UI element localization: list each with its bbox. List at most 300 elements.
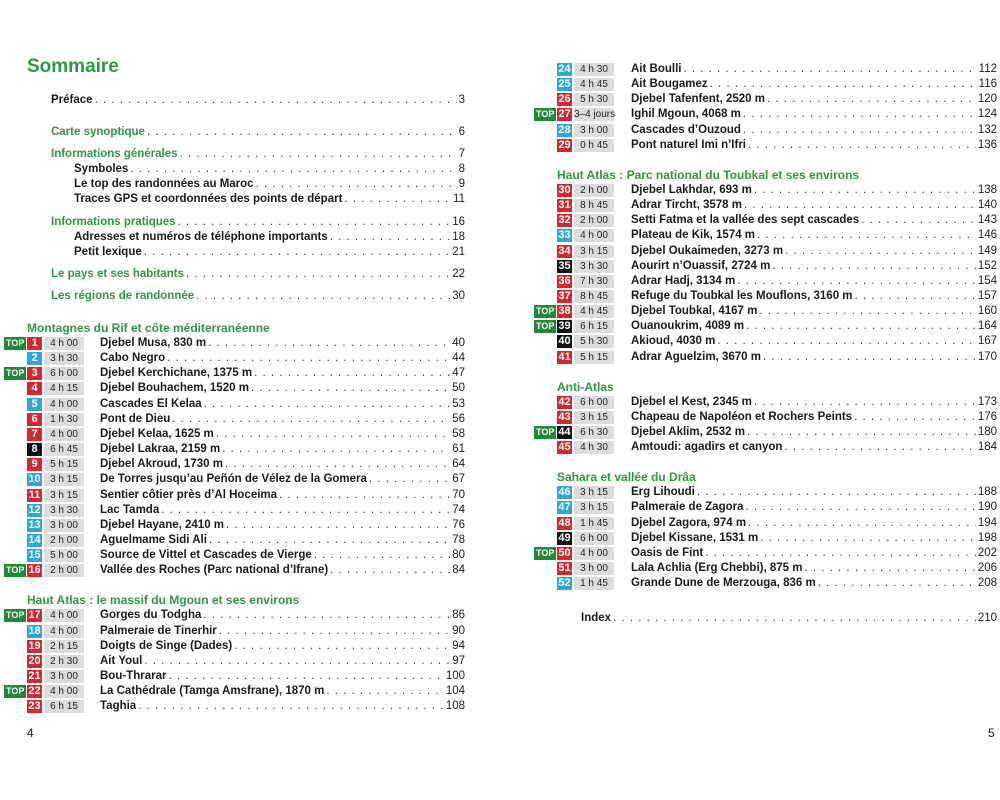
route-name: Chapeau de Napoléon et Rochers Peints [631,410,853,423]
leader-dots [144,654,450,669]
route-title-line [100,472,465,487]
route-duration: 2 h 00 [574,184,614,197]
leader-dots [759,304,975,319]
route-duration: 4 h 00 [574,547,614,560]
route-title-line [631,531,997,546]
route-entry[interactable] [500,274,997,289]
route-title-line [631,561,997,576]
toc-lexique[interactable]: Petit lexique . . . 21 [74,245,465,260]
leader-dots [744,198,976,213]
route-name: Adrar Tircht, 3578 m [631,199,743,212]
toc-regions[interactable]: Les régions de randonnée . . . 30 [51,289,465,304]
route-page-number: 170 [977,350,997,363]
route-number-badge: 6 [27,413,42,426]
leader-dots [167,351,450,366]
route-entry[interactable] [500,183,997,198]
route-page-number: 188 [977,486,997,499]
route-title-line [631,274,997,289]
route-number-badge: 50 [558,546,571,559]
route-name: Amtoudi: agadirs et canyon [631,441,783,454]
route-entry[interactable] [500,425,997,440]
route-number-badge: 17 [28,609,41,622]
route-duration: 6 h 15 [574,320,614,333]
route-title-line [631,395,997,410]
route-title-line [100,533,465,548]
route-number-badge: 41 [558,350,571,363]
route-title-line [631,289,997,304]
route-entry[interactable] [500,531,997,546]
route-duration: 5 h 30 [574,335,614,348]
route-name: Grande Dune de Merzouga, 836 m [631,577,816,590]
section-heading: Anti-Atlas [557,379,614,394]
route-number-badge: 21 [28,670,41,682]
route-entry[interactable] [500,319,997,334]
leader-dots [754,395,976,410]
leader-dots [219,624,450,639]
route-number-badge: 45 [558,441,571,454]
route-entry[interactable] [0,442,465,457]
route-title-line [631,62,997,77]
route-title-line [631,334,997,349]
route-duration: 3 h 15 [574,486,614,499]
route-page-number: 143 [977,214,997,227]
page-title: Sommaire [27,56,119,77]
route-number-badge: 52 [558,577,571,590]
route-name: Djebel Tafenfent, 2520 m [631,93,765,106]
route-page-number: 124 [977,108,997,121]
route-title-line [631,425,997,440]
route-entry[interactable] [500,485,997,500]
route-title-line [631,123,997,138]
route-page-number: 47 [452,367,465,380]
route-entry[interactable] [0,351,465,366]
route-title-line [631,244,997,259]
route-entry[interactable] [500,259,997,274]
route-page-number: 120 [977,93,997,106]
route-duration: 5 h 00 [44,549,84,562]
route-number-badge: 35 [558,259,571,272]
route-page-number: 146 [977,229,997,242]
leader-dots [326,684,443,699]
route-number-badge: 24 [558,63,571,75]
route-name: Source de Vittel et Cascades de Vierge [100,549,312,562]
route-page-number: 132 [977,123,997,136]
route-duration: 1 h 45 [574,517,614,530]
route-duration: 3 h 15 [574,411,614,424]
leader-dots [208,336,450,351]
route-title-line [100,563,465,578]
route-name: Cascades El Kelaa [100,397,202,410]
route-title-line [100,351,465,366]
route-name: Djebel Musa, 830 m [100,337,207,349]
route-page-number: 164 [977,320,997,333]
route-page-number: 108 [445,700,465,713]
route-duration: 3 h 00 [574,562,614,575]
route-name: Djebel Akroud, 1730 m [100,458,223,471]
route-name: Djebel Kelaa, 1625 m [100,427,214,440]
route-entry[interactable] [500,410,997,425]
route-number-badge: 34 [558,244,571,257]
route-number-badge: 23 [28,700,41,713]
route-number-badge: 39 [558,320,571,333]
route-entry[interactable] [500,244,997,259]
route-entry[interactable] [500,500,997,515]
leader-dots [804,561,975,576]
route-entry[interactable] [500,546,997,561]
leader-dots [279,488,450,503]
route-entry[interactable] [0,639,465,654]
route-number-badge: 28 [558,123,571,136]
route-entry[interactable] [500,213,997,228]
route-number-badge: 51 [558,562,571,575]
route-entry[interactable] [0,336,465,351]
toc-index[interactable]: Index . . . 210 [581,611,997,626]
route-duration: 3 h 30 [44,504,84,517]
route-page-number: 100 [445,670,465,682]
route-name: Palmeraie de Tinerhir [100,624,217,637]
route-page-number: 180 [977,426,997,438]
route-number-badge: 47 [558,501,571,514]
route-number-badge: 27 [558,108,571,121]
route-title-line [631,198,997,213]
route-number-badge: 22 [28,685,41,698]
route-page-number: 154 [977,274,997,287]
route-name: Djebel Toubkal, 4167 m [631,305,758,318]
leader-dots [818,576,976,591]
route-title-line [100,624,465,639]
route-duration: 6 h 00 [574,532,614,545]
route-page-number: 160 [977,305,997,318]
route-duration: 6 h 00 [44,367,84,380]
route-entry[interactable] [500,516,997,531]
route-page-number: 53 [452,397,465,410]
route-page-number: 138 [977,183,997,196]
leader-dots [330,563,450,578]
leader-dots [254,366,450,381]
leader-dots [743,107,976,122]
route-entry[interactable] [500,107,997,122]
route-title-line [631,183,997,198]
leader-dots [251,381,450,396]
route-number-badge: 5 [27,398,42,411]
route-entry[interactable] [0,533,465,548]
route-title-line [100,503,465,518]
route-name: Djebel Bouhachem, 1520 m [100,382,249,395]
route-name: Sentier côtier près d’Al Hoceima [100,488,278,501]
route-title-line [631,485,997,500]
route-entry[interactable] [0,457,465,472]
route-name: Adrar Aguelzim, 3670 m [631,350,761,363]
route-name: Oasis de Fint [631,546,704,559]
route-page-number: 56 [452,412,465,425]
route-duration: 3 h 15 [44,473,84,486]
route-page-number: 64 [452,458,465,471]
route-title-line [631,440,997,455]
route-number-badge: 14 [28,533,41,546]
route-page-number: 70 [452,488,465,501]
route-entry[interactable] [0,624,465,639]
route-name: Ighil Mgoun, 4068 m [631,108,741,121]
route-duration: 2 h 00 [44,564,84,577]
leader-dots [369,472,450,487]
route-name: Plateau de Kik, 1574 m [631,229,756,242]
right-page [500,0,1000,800]
route-number-badge: 44 [558,426,571,438]
route-title-line [631,350,997,365]
route-page-number: 116 [978,78,997,91]
leader-dots [203,608,450,623]
route-page-number: 104 [445,685,465,698]
route-name: Pont de Dieu [100,412,171,425]
route-name: Pont naturel Imi n’Ifri [631,138,747,151]
toc-symboles[interactable]: Symboles . . . 8 [74,162,465,177]
route-number-badge: 15 [28,549,41,562]
top-badge: TOP [6,686,25,697]
toc-gps[interactable]: Traces GPS et coordonnées des points de départ . . . 11 [74,192,465,207]
route-number-badge: 1 [27,337,42,350]
leader-dots [784,440,975,455]
route-page-number: 173 [977,395,997,408]
route-title-line [631,304,997,319]
route-number-badge: 3 [27,367,42,380]
top-badge: TOP [6,565,25,576]
toc-info-generales[interactable]: Informations générales . . . 7 [51,147,465,162]
route-duration: 8 h 45 [574,199,614,212]
route-duration: 5 h 30 [574,93,614,106]
route-name: Lala Achlia (Erg Chebbi), 875 m [631,562,803,575]
route-duration: 4 h 00 [44,398,84,411]
route-entry[interactable] [0,548,465,563]
leader-dots [746,319,976,334]
route-number-badge: 48 [558,516,571,529]
route-number-badge: 32 [558,214,571,227]
route-entry[interactable] [500,350,997,365]
route-title-line [631,92,997,107]
route-page-number: 97 [452,654,465,667]
route-entry[interactable] [500,304,997,319]
leader-dots [204,397,451,412]
route-number-badge: 13 [28,518,41,531]
route-entry[interactable] [0,518,465,533]
route-entry[interactable] [0,654,465,669]
route-title-line [100,548,465,563]
route-duration: 1 h 45 [574,577,614,590]
route-name: Djebel el Kest, 2345 m [631,395,752,408]
route-entry[interactable] [0,684,465,699]
route-entry[interactable] [500,440,997,455]
route-number-badge: 26 [558,93,571,106]
route-name: Akioud, 4030 m [631,335,716,348]
route-page-number: 74 [452,503,465,516]
route-number-badge: 16 [28,564,41,577]
route-duration: 4 h 00 [44,428,84,441]
leader-dots [757,228,976,243]
section-heading: Montagnes du Rif et côte méditerranéenne [27,321,270,335]
route-entry[interactable] [500,198,997,213]
leader-dots [717,334,975,349]
route-page-number: 198 [977,531,997,544]
route-name: Bou-Thrarar [100,670,167,682]
route-duration: 3 h 30 [574,260,614,273]
leader-dots [222,442,450,457]
route-title-line [100,639,465,654]
route-page-number: 140 [977,199,997,212]
top-badge: TOP [536,321,555,332]
toc-carte[interactable]: Carte synoptique . . . 6 [51,125,465,140]
route-number-badge: 36 [558,274,571,287]
route-entry[interactable] [500,62,997,77]
route-title-line [100,427,465,442]
route-title-line [631,410,997,425]
section-heading: Sahara et vallée du Drâa [557,470,696,485]
leader-dots [746,500,976,515]
leader-dots [683,62,976,77]
route-number-badge: 2 [27,352,42,365]
route-duration: 3 h 00 [574,124,614,137]
leader-dots [737,274,976,289]
route-number-badge: 12 [28,503,41,516]
leader-dots [710,77,977,92]
leader-dots [314,548,450,563]
toc-adresses[interactable]: Adresses et numéros de téléphone importants . . . 18 [74,230,465,245]
route-title-line [100,412,465,427]
route-number-badge: 42 [558,395,571,408]
route-duration: 4 h 15 [44,382,84,395]
route-entry[interactable] [500,334,997,349]
section-heading: Haut Atlas : le massif du Mgoun et ses environs [27,593,300,608]
route-duration: 4 h 00 [44,625,84,638]
route-entry[interactable] [500,138,997,153]
route-name: Palmeraie de Zagora [631,501,744,514]
route-name: Erg Lihoudi [631,486,695,499]
route-title-line [631,107,997,122]
route-name: Refuge du Toubkal les Mouflons, 3160 m [631,289,853,302]
route-page-number: 50 [452,382,465,395]
leader-dots [747,425,976,440]
route-number-badge: 46 [558,486,571,499]
toc-preface[interactable]: Préface . . . 3 [51,93,465,108]
route-page-number: 208 [977,577,997,590]
route-entry[interactable] [500,395,997,410]
route-duration: 4 h 00 [44,337,84,350]
route-entry[interactable] [500,289,997,304]
route-number-badge: 31 [558,199,571,212]
toc-info-pratiques[interactable]: Informations pratiques . . . 16 [51,215,465,230]
route-entry[interactable] [500,561,997,576]
route-page-number: 67 [452,473,465,486]
route-name: Doigts de Singe (Dades) [100,639,233,652]
route-title-line [100,488,465,503]
leader-dots [697,485,976,500]
top-badge: TOP [6,610,25,621]
route-duration: 4 h 45 [574,305,614,318]
route-number-badge: 49 [558,531,571,544]
route-number-badge: 9 [27,458,42,471]
route-entry[interactable] [0,488,465,503]
route-duration: 6 h 30 [574,426,614,439]
route-page-number: 58 [452,427,465,440]
route-page-number: 90 [452,624,465,637]
route-number-badge: 38 [558,305,571,318]
leader-dots [748,516,976,531]
route-name: Djebel Oukaimeden, 3273 m [631,244,784,257]
leader-dots [161,503,450,518]
route-duration: 1 h 30 [44,413,84,426]
route-name: Cascades d’Ouzoud [631,123,741,136]
route-page-number: 44 [452,352,465,365]
route-duration: 3 h 00 [44,519,84,532]
route-entry[interactable] [500,228,997,243]
route-name: Gorges du Todgha [100,609,202,622]
route-number-badge: 29 [558,138,571,151]
route-name: Adrar Hadj, 3134 m [631,274,736,287]
route-entry[interactable] [0,563,465,578]
route-entry[interactable] [500,123,997,138]
top-badge: TOP [6,338,25,348]
route-page-number: 136 [977,138,997,151]
route-title-line [100,518,465,533]
toc-pays[interactable]: Le pays et ses habitants . . . 22 [51,267,465,282]
route-page-number: 184 [977,441,997,454]
route-page-number: 157 [977,289,997,302]
route-entry[interactable] [500,77,997,92]
route-entry[interactable] [0,412,465,427]
route-number-badge: 33 [558,229,571,242]
route-duration: 3 h 15 [574,501,614,514]
route-number-badge: 20 [28,654,41,667]
route-duration: 7 h 30 [574,275,614,288]
route-entry[interactable] [500,92,997,107]
route-page-number: 61 [452,443,465,456]
leader-dots [748,138,976,153]
route-entry[interactable] [0,608,465,623]
leader-dots [767,92,976,107]
route-name: Aourirt n’Ouassif, 2724 m [631,259,771,272]
route-entry[interactable] [0,366,465,381]
route-page-number: 202 [977,546,997,559]
route-number-badge: 30 [558,183,571,196]
route-entry[interactable] [0,397,465,412]
route-title-line [631,228,997,243]
route-title-line [100,457,465,472]
route-entry[interactable] [0,669,465,684]
route-entry[interactable] [0,427,465,442]
leader-dots [234,639,450,654]
route-duration: 3 h 15 [44,489,84,502]
route-name: Ouanoukrim, 4089 m [631,320,745,333]
route-duration: 3 h 30 [44,352,84,365]
route-title-line [631,576,997,591]
route-entry[interactable] [0,381,465,396]
route-entry[interactable] [500,576,997,591]
route-title-line [631,213,997,228]
route-entry[interactable] [0,503,465,518]
route-entry[interactable] [0,472,465,487]
route-duration: 4 h 00 [44,609,84,622]
top-badge: TOP [536,427,555,437]
route-entry[interactable] [0,699,465,714]
leader-dots [226,518,450,533]
route-name: Djebel Aklim, 2532 m [631,426,745,438]
route-name: Taghia [100,700,137,713]
route-page-number: 206 [977,562,997,575]
route-duration: 4 h 00 [574,229,614,242]
route-number-badge: 37 [558,289,571,302]
toc-top-rando[interactable]: Le top des randonnées au Maroc . . . 9 [74,177,465,192]
route-number-badge: 25 [558,78,571,91]
route-page-number: 84 [452,564,465,577]
route-name: Vallée des Roches (Parc national d’Ifrane) [100,564,329,577]
